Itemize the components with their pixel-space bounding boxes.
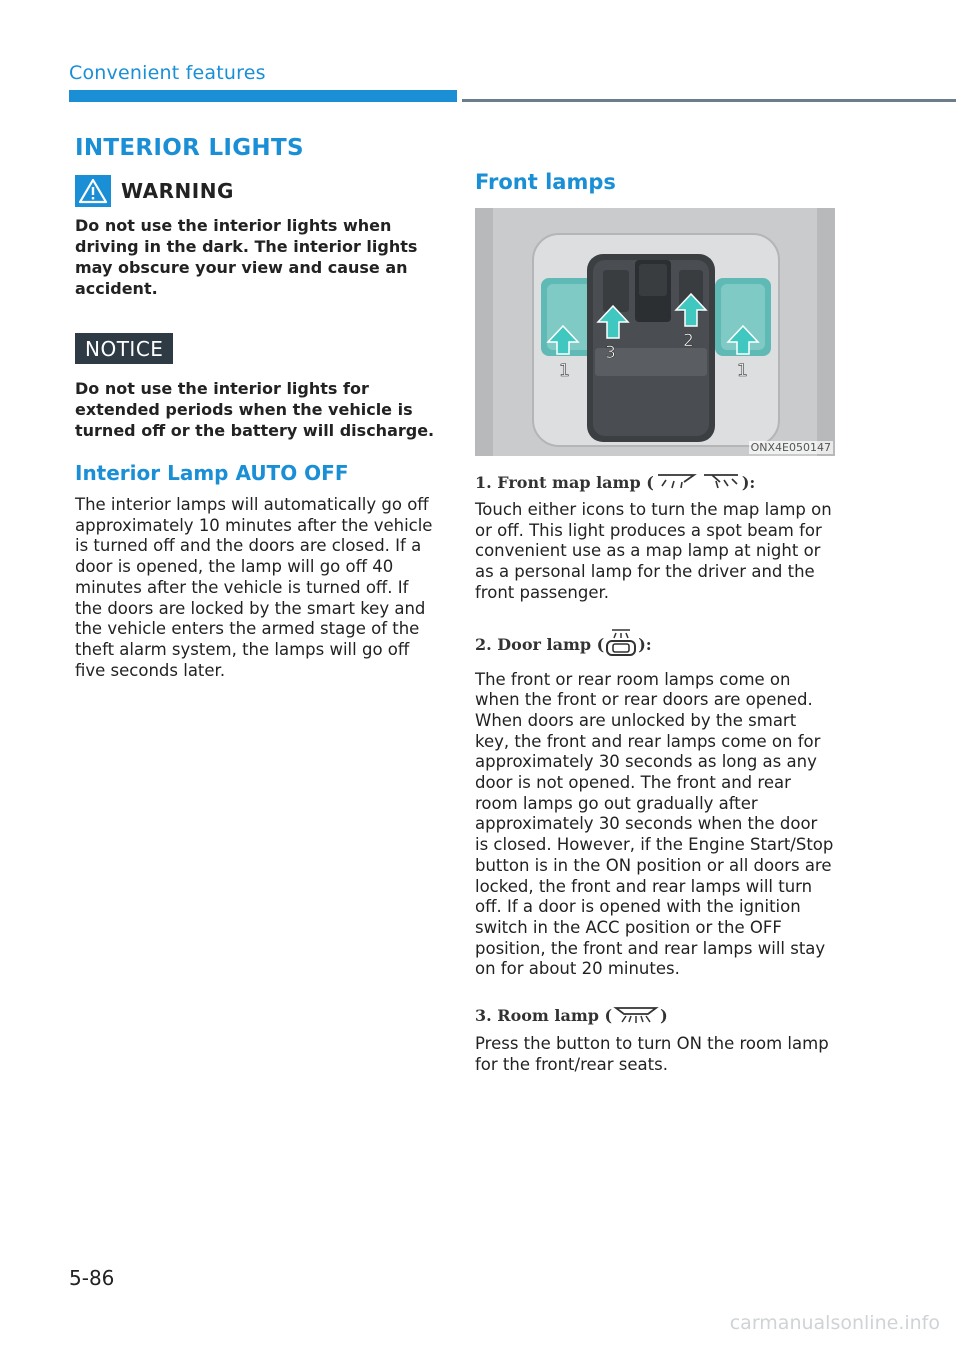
header-rule-blue	[69, 90, 457, 102]
callout-3: 3	[605, 343, 616, 363]
item-2-head-text: 2. Door lamp (	[475, 635, 605, 655]
item-room-lamp-head	[475, 1002, 835, 1028]
warning-icon	[75, 175, 111, 207]
notice-badge: NOTICE	[75, 333, 173, 364]
item-1-head-end: ):	[741, 472, 756, 492]
item-door-lamp-head	[475, 626, 835, 664]
item-2-head-end: ):	[638, 635, 652, 655]
callout-1-right: 1	[737, 361, 748, 381]
door-lamp-icon	[604, 626, 638, 664]
overhead-console-illustration	[475, 208, 835, 456]
item-1-text: Touch either icons to turn the map lamp on or off. This light produces a spot beam for convenient use as a map lamp at night or as a personal lamp for the driver and the front passenger.	[475, 500, 832, 602]
front-lamps-title: Front lamps	[475, 170, 616, 194]
page-number: 5-86	[69, 1266, 115, 1290]
map-lamp-icon	[654, 470, 742, 494]
room-lamp-icon	[612, 1002, 660, 1028]
subsection-title: Interior Lamp AUTO OFF	[75, 461, 349, 485]
warning-label: WARNING	[121, 179, 234, 203]
watermark: carmanualsonline.info	[729, 1312, 940, 1334]
item-2-text: The front or rear room lamps come on when the front or rear doors are opened. When doors are unlocked by the smart key, the front and rear lamps come on for approximately 30 seconds as long as any door is not opened. The front and rear room lamps go out gradually after approximately 30 seconds when the door is closed. However, if the Engine Start/Stop button is in the ON position or all doors are locked, the front and rear lamps will turn off. If a door is opened with the ignition switch in the ACC position or the OFF position, the front and rear lamps will stay on for about 20 minutes.	[475, 669, 834, 979]
item-3-head-text: 3. Room lamp (	[475, 1005, 613, 1025]
front-lamps-figure	[475, 208, 835, 456]
callout-2: 2	[683, 331, 694, 351]
header-title: Convenient features	[69, 62, 266, 84]
warning-text: Do not use the interior lights when driving in the dark. The interior lights may obscure your view and cause an accident.	[75, 216, 418, 298]
warning-header	[75, 175, 435, 207]
section-title: INTERIOR LIGHTS	[75, 135, 304, 161]
header-rule-grey	[462, 99, 956, 102]
notice-text: Do not use the interior lights for extended periods when the vehicle is turned off or the battery will discharge.	[75, 379, 435, 440]
callout-1-left: 1	[559, 361, 570, 381]
right-column	[475, 170, 835, 1075]
left-column	[75, 135, 435, 681]
item-1-head-text: 1. Front map lamp (	[475, 472, 654, 492]
item-3-text: Press the button to turn ON the room lamp for the front/rear seats.	[475, 1034, 829, 1074]
auto-off-paragraph: The interior lamps will automatically go off approximately 10 minutes after the vehicle is turned off and the doors are closed. If a door is opened, the lamp will go off 40 minutes after the vehicle is turned off. If the doors are locked by the smart key and the vehicle enters the armed stage of the theft alarm system, the lamps will go off five seconds later.	[75, 495, 433, 680]
figure-code: ONX4E050147	[750, 441, 831, 454]
item-3-head-end: )	[660, 1005, 668, 1025]
item-front-map-lamp-head	[475, 470, 835, 494]
